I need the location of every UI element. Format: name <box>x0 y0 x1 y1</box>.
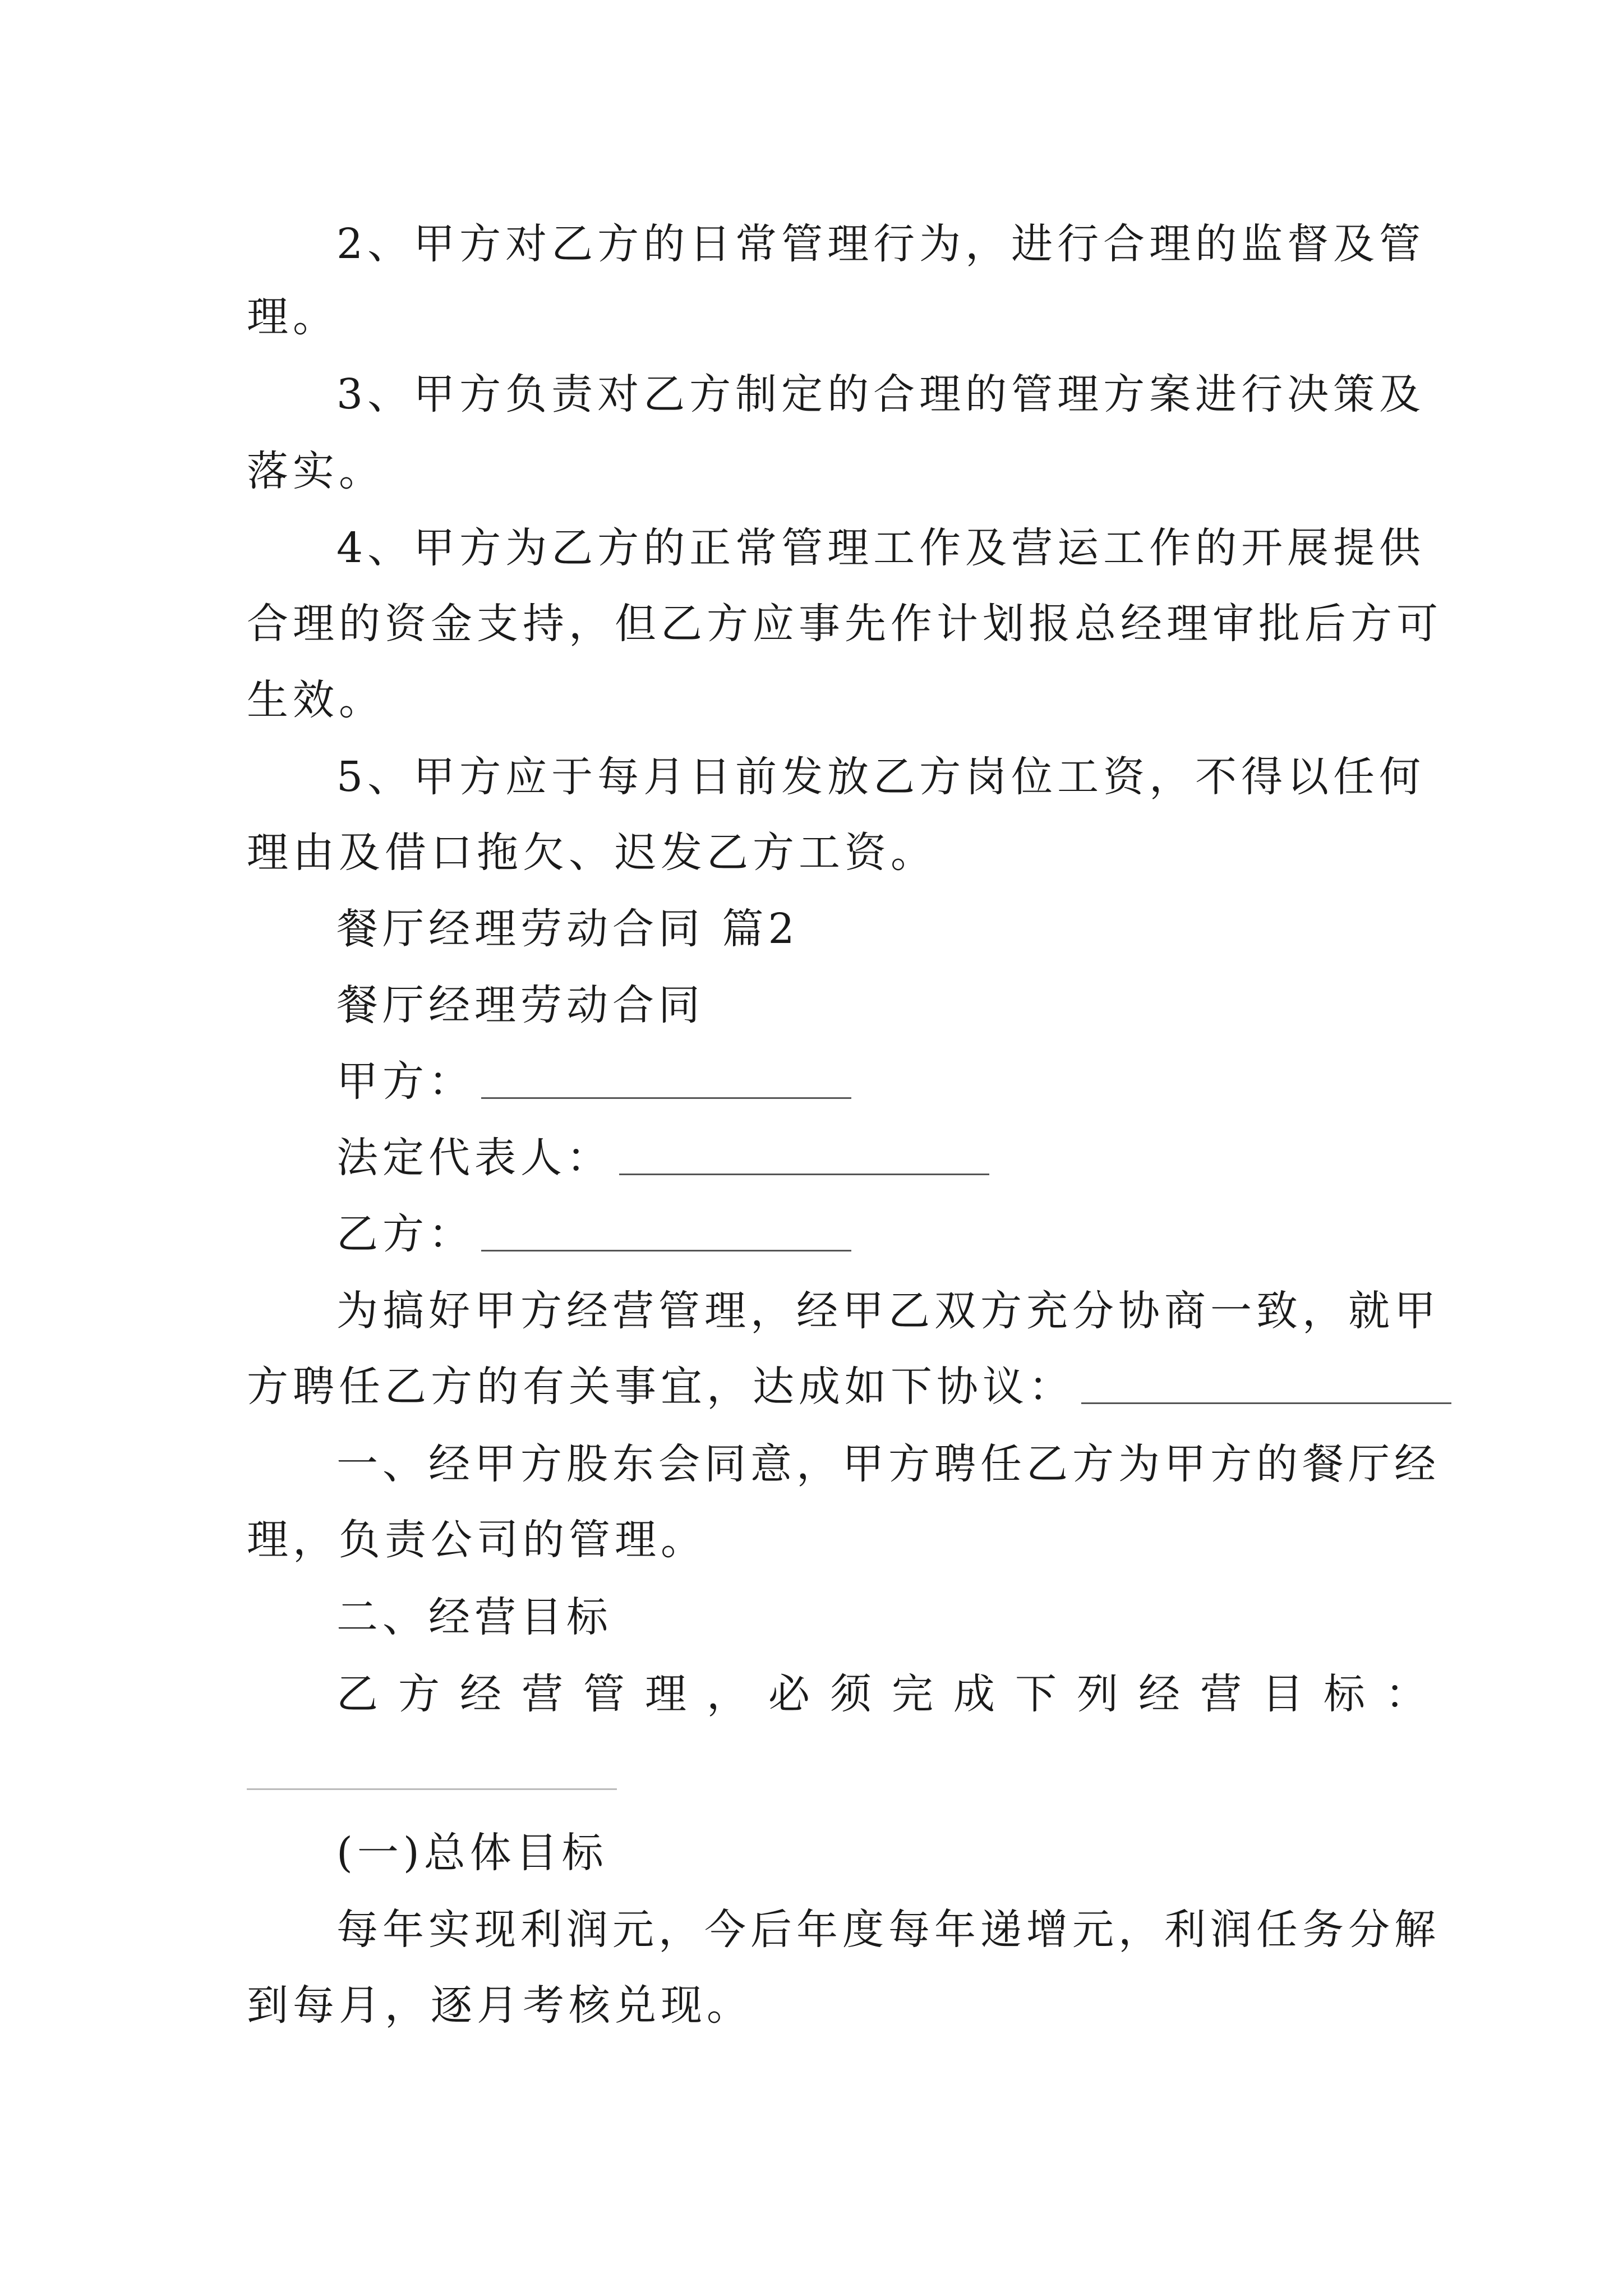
sub-1-heading: (一)总体目标 <box>336 1829 608 1877</box>
party-b-blank <box>481 1211 851 1251</box>
legal-rep-blank <box>619 1134 989 1175</box>
contract-title: 餐厅经理劳动合同 <box>336 981 704 1029</box>
legal-rep-field <box>336 1124 1380 1191</box>
sub-1-line-1: 每年实现利润元，今后年度每年递增元，利润任务分解 <box>336 1906 1440 1954</box>
section-heading: 餐厅经理劳动合同 篇2 <box>336 905 799 953</box>
sub-1-line-2: 到每月，逐月考核兑现。 <box>247 1981 753 2030</box>
intro-line-2-text: 方聘任乙方的有关事宜，达成如下协议： <box>247 1363 1075 1411</box>
separator-rule <box>247 1788 617 1790</box>
item-2-heading: 二、经营目标 <box>336 1593 612 1641</box>
item-1-line-2: 理，负责公司的管理。 <box>247 1516 707 1564</box>
intro-line-2 <box>247 1353 1380 1420</box>
paragraph-3-line-2: 落实。 <box>247 447 385 495</box>
party-a-label: 甲方： <box>336 1057 474 1106</box>
paragraph-4-line-1: 4、甲方为乙方的正常管理工作及营运工作的开展提供 <box>336 524 1426 572</box>
item-2-subline: 乙方经营管理，必须完成下列经营目标： <box>336 1670 1447 1718</box>
party-b-field <box>336 1200 1380 1268</box>
party-a-blank <box>481 1058 851 1099</box>
paragraph-2-line-2: 理。 <box>247 293 339 341</box>
paragraph-5-line-2: 理由及借口拖欠、迟发乙方工资。 <box>247 829 937 877</box>
party-a-field <box>336 1048 1380 1115</box>
paragraph-4-line-2: 合理的资金支持，但乙方应事先作计划报总经理审批后方可 <box>247 600 1442 648</box>
intro-line-1: 为搞好甲方经营管理，经甲乙双方充分协商一致，就甲 <box>336 1287 1440 1335</box>
party-b-label: 乙方： <box>336 1210 474 1258</box>
paragraph-2-line-1: 2、甲方对乙方的日常管理行为，进行合理的监督及管 <box>336 220 1426 268</box>
paragraph-4-line-3: 生效。 <box>247 676 385 724</box>
paragraph-3-line-1: 3、甲方负责对乙方制定的合理的管理方案进行决策及 <box>336 370 1426 418</box>
item-1-line-1: 一、经甲方股东会同意，甲方聘任乙方为甲方的餐厅经 <box>336 1440 1440 1488</box>
legal-rep-label: 法定代表人： <box>336 1134 612 1182</box>
paragraph-5-line-1: 5、甲方应于每月日前发放乙方岗位工资，不得以任何 <box>336 753 1426 801</box>
agreement-blank <box>1081 1363 1451 1404</box>
